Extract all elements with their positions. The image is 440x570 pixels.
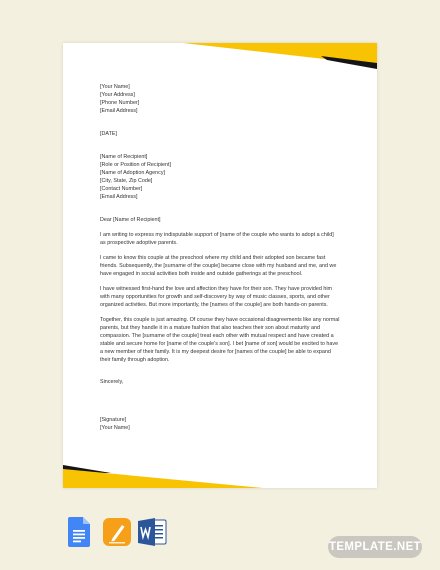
recipient-email: [Email Address]: [100, 194, 138, 200]
sender-address: [Your Address]: [100, 92, 135, 98]
bottom-yellow-stripe: [63, 469, 263, 488]
apple-pages-icon[interactable]: [103, 517, 131, 547]
letter-date: [DATE]: [100, 131, 117, 137]
recipient-block: [100, 153, 350, 201]
paragraph-line: I am writing to express my indisputable support of [name of the couple who wants to adopt a child]: [100, 232, 334, 238]
paragraph-line: organized activities. But more importantly, the [names of the couple] are both hands-on parents.: [100, 302, 328, 308]
paragraph-2: [100, 254, 350, 278]
sender-name: [Your Name]: [100, 84, 130, 90]
letter-page: [63, 43, 377, 488]
paragraph-1: [100, 231, 350, 247]
salutation: Dear [Name of Recipient]: [100, 217, 161, 223]
sender-block: [100, 83, 350, 115]
paragraph-line: with many opportunities for growth and self-discovery by way of music classes, sports, and other: [100, 294, 330, 300]
paragraph-line: have engaged in social activities both inside and outside gatherings at the preschool.: [100, 271, 303, 277]
paragraph-3: [100, 285, 350, 309]
recipient-city: [City, State, Zip Code]: [100, 178, 153, 184]
microsoft-word-icon[interactable]: [138, 517, 168, 547]
signature-name: [Your Name]: [100, 425, 130, 431]
recipient-role: [Role or Position of Recipient]: [100, 162, 172, 168]
recipient-agency: [Name of Adoption Agency]: [100, 170, 166, 176]
recipient-contact: [Contact Number]: [100, 186, 143, 192]
paragraph-line: compassion. The [surname of the couple] treat each other with mutual respect and have created a: [100, 333, 334, 339]
sender-email: [Email Address]: [100, 108, 138, 114]
google-docs-icon[interactable]: [68, 517, 90, 547]
recipient-name: [Name of Recipient]: [100, 154, 148, 160]
closing: Sincerely,: [100, 379, 124, 385]
template-net-logo[interactable]: [328, 536, 422, 558]
paragraph-line: parents, but they handle it in a mature fashion that also teaches their son about maturity and: [100, 325, 320, 331]
paragraph-line: their family through adoption.: [100, 357, 170, 363]
paragraph-line: a new member of their family. It is my deepest desire for [names of the couple] be able to expand: [100, 349, 331, 355]
signature-label: [Signature]: [100, 417, 127, 423]
paragraph-line: as prospective adoptive parents.: [100, 240, 178, 246]
paragraph-line: stable and secure home for [name of the couple's son]. I bet [name of son] would be excited to have: [100, 341, 339, 347]
brand-name: TEMPLATE: [328, 541, 394, 553]
letter-body: [100, 83, 350, 432]
paragraph-line: friends. Subsequently, the [surname of the couple] became close with my husband and me, and we: [100, 263, 337, 269]
brand-suffix: .NET: [393, 541, 422, 553]
paragraph-line: I have witnessed first-hand the love and affection they have for their son. They have provided him: [100, 286, 333, 292]
paragraph-line: I came to know this couple at the preschool where my child and their adopted son became fast: [100, 255, 326, 261]
sender-phone: [Phone Number]: [100, 100, 140, 106]
paragraph-4: [100, 316, 350, 364]
paragraph-line: Together, this couple is just amazing. Of course they have occasional disagreements like any normal: [100, 317, 340, 323]
